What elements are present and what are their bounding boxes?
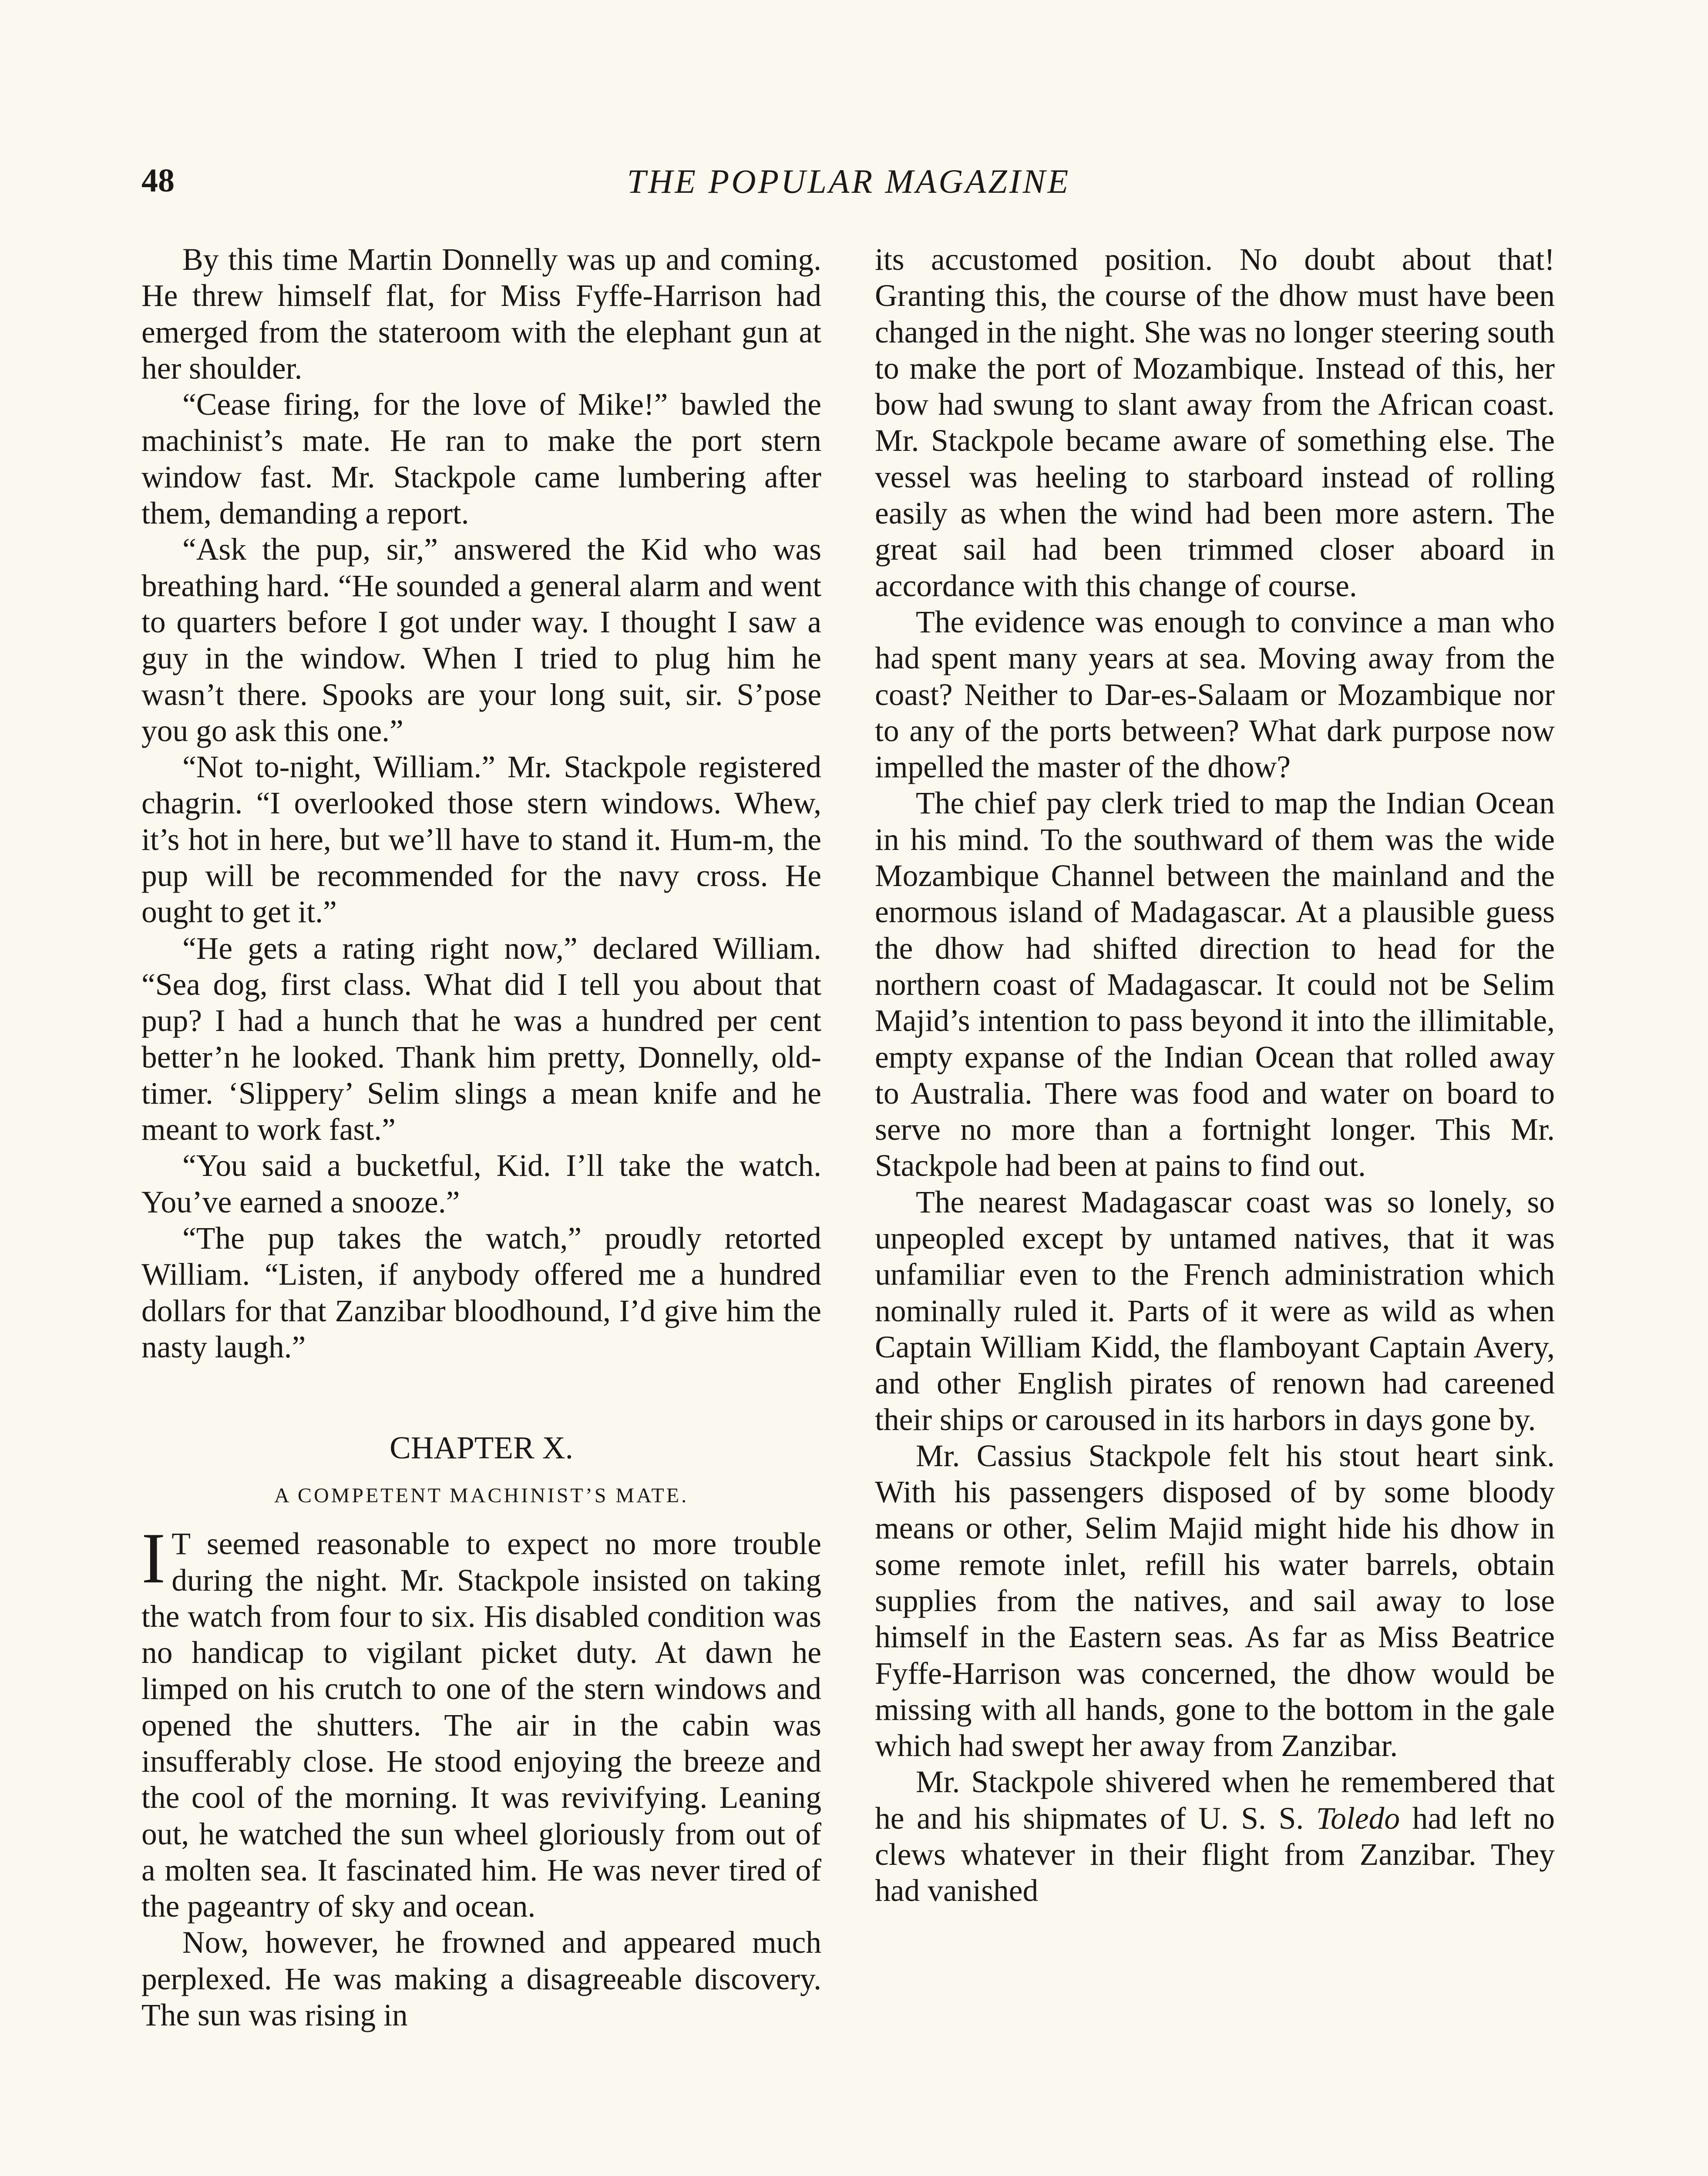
paragraph: Now, however, he frowned and appeared much perplexed. He was making a disagreeable discovery. The sun was rising in xyxy=(141,1925,821,2033)
paragraph: Mr. Cassius Stackpole felt his stout heart sink. With his passengers disposed of by some bloody means or other, Selim Majid might hide his dhow in some remote inlet, refill his water barrels, obtain supplies from the natives, and sail away to lose himself in the Eastern seas. As far as Miss Beatrice Fyffe-Harrison was concerned, the dhow would be missing with all hands, gone to the bottom in the gale which had swept her away from Zanzibar. xyxy=(875,1438,1555,1763)
chapter-opening-paragraph xyxy=(141,1518,821,1924)
final-text-b: had left no clews whatever in their flight from Zanzibar. They had vanished xyxy=(875,1801,1555,1908)
chapter-title: CHAPTER X. xyxy=(390,1430,573,1466)
paragraph: The nearest Madagascar coast was so lonely, so unpeopled except by untamed natives, that it was unfamiliar even to the French administration which nominally ruled it. Parts of it were as wild as when Captain William Kidd, the flamboyant Captain Avery, and other English pirates of renown had careened their ships or caroused in its harbors in days gone by. xyxy=(875,1185,1555,1437)
page-header xyxy=(0,162,1708,210)
final-paragraph xyxy=(875,1764,1555,1909)
paragraph: “Not to-night, William.” Mr. Stackpole registered chagrin. “I overlooked those stern windows. Whew, it’s hot in here, but we’ll have to stand it. Hum-m, the pup will be recommended for the navy cross. He ought to get it.” xyxy=(141,750,821,930)
paragraph: “He gets a rating right now,” declared William. “Sea dog, first class. What did I tell you about that pup? I had a hunch that he was a hundred per cent better’n he looked. Thank him pretty, Donnelly, old-timer. ‘Slippery’ Selim slings a mean knife and he meant to work fast.” xyxy=(141,931,821,1147)
ship-name: Toledo xyxy=(1316,1801,1400,1836)
opening-text: T seemed reasonable to expect no more trouble during the night. Mr. Stackpole insisted on taking the watch from four to six. His disabled condition was no handicap to vigilant picket duty. At dawn he limped on his crutch to one of the stern windows and opened the shutters. The air in the cabin was insufferably close. He stood enjoying the breeze and the cool of the morning. It was revivifying. Leaning out, he watched the sun wheel gloriously from out of a molten sea. It fascinated him. He was never tired of the pageantry of sky and ocean. xyxy=(141,1527,821,1924)
paragraph: The evidence was enough to convince a man who had spent many years at sea. Moving away from the coast? Neither to Dar-es-Salaam or Mozambique nor to any of the ports between? What dark purpose now impelled the master of the dhow? xyxy=(875,604,1555,785)
paragraph: “You said a bucketful, Kid. I’ll take the watch. You’ve earned a snooze.” xyxy=(141,1148,821,1219)
left-column xyxy=(141,242,821,2033)
continued-paragraph: its accustomed position. No doubt about that! Granting this, the course of the dhow must have been changed in the night. She was no longer steering south to make the port of Mozambique. Instead of this, her bow had swung to slant away from the African coast. Mr. Stackpole became aware of something else. The vessel was heeling to starboard instead of rolling easily as when the wind had been more astern. The great sail had been trimmed closer aboard in accordance with this change of course. xyxy=(875,242,1555,603)
right-column xyxy=(875,242,1555,1909)
final-text-a: Mr. Stackpole shivered when he remembered that he and his shipmates of U. S. S. xyxy=(875,1765,1555,1836)
page-number: 48 xyxy=(141,162,175,199)
running-title: THE POPULAR MAGAZINE xyxy=(627,162,1071,200)
chapter-subtitle: A COMPETENT MACHINIST’S MATE. xyxy=(274,1484,689,1508)
drop-cap: I xyxy=(141,1518,166,1598)
paragraph: “The pup takes the watch,” proudly retorted William. “Listen, if anybody offered me a hundred dollars for that Zanzibar bloodhound, I’d give him the nasty laugh.” xyxy=(141,1221,821,1364)
paragraph: The chief pay clerk tried to map the Indian Ocean in his mind. To the southward of them was the wide Mozambique Channel between the mainland and the enormous island of Madagascar. At a plausible guess the dhow had shifted direction to head for the northern coast of Madagascar. It could not be Selim Majid’s intention to pass beyond it into the illimitable, empty expanse of the Indian Ocean that rolled away to Australia. There was food and water on board to serve no more than a fortnight longer. This Mr. Stackpole had been at pains to find out. xyxy=(875,786,1555,1183)
paragraph: “Cease firing, for the love of Mike!” bawled the machinist’s mate. He ran to make the port stern window fast. Mr. Stackpole came lumbering after them, demanding a report. xyxy=(141,387,821,531)
paragraph: “Ask the pup, sir,” answered the Kid who was breathing hard. “He sounded a general alarm and went to quarters before I got under way. I thought I saw a guy in the window. When I tried to plug him he wasn’t there. Spooks are your long suit, sir. S’pose you go ask this one.” xyxy=(141,532,821,748)
paragraph: By this time Martin Donnelly was up and coming. He threw himself flat, for Miss Fyffe-Harrison had emerged from the stateroom with the elephant gun at her shoulder. xyxy=(141,242,821,386)
